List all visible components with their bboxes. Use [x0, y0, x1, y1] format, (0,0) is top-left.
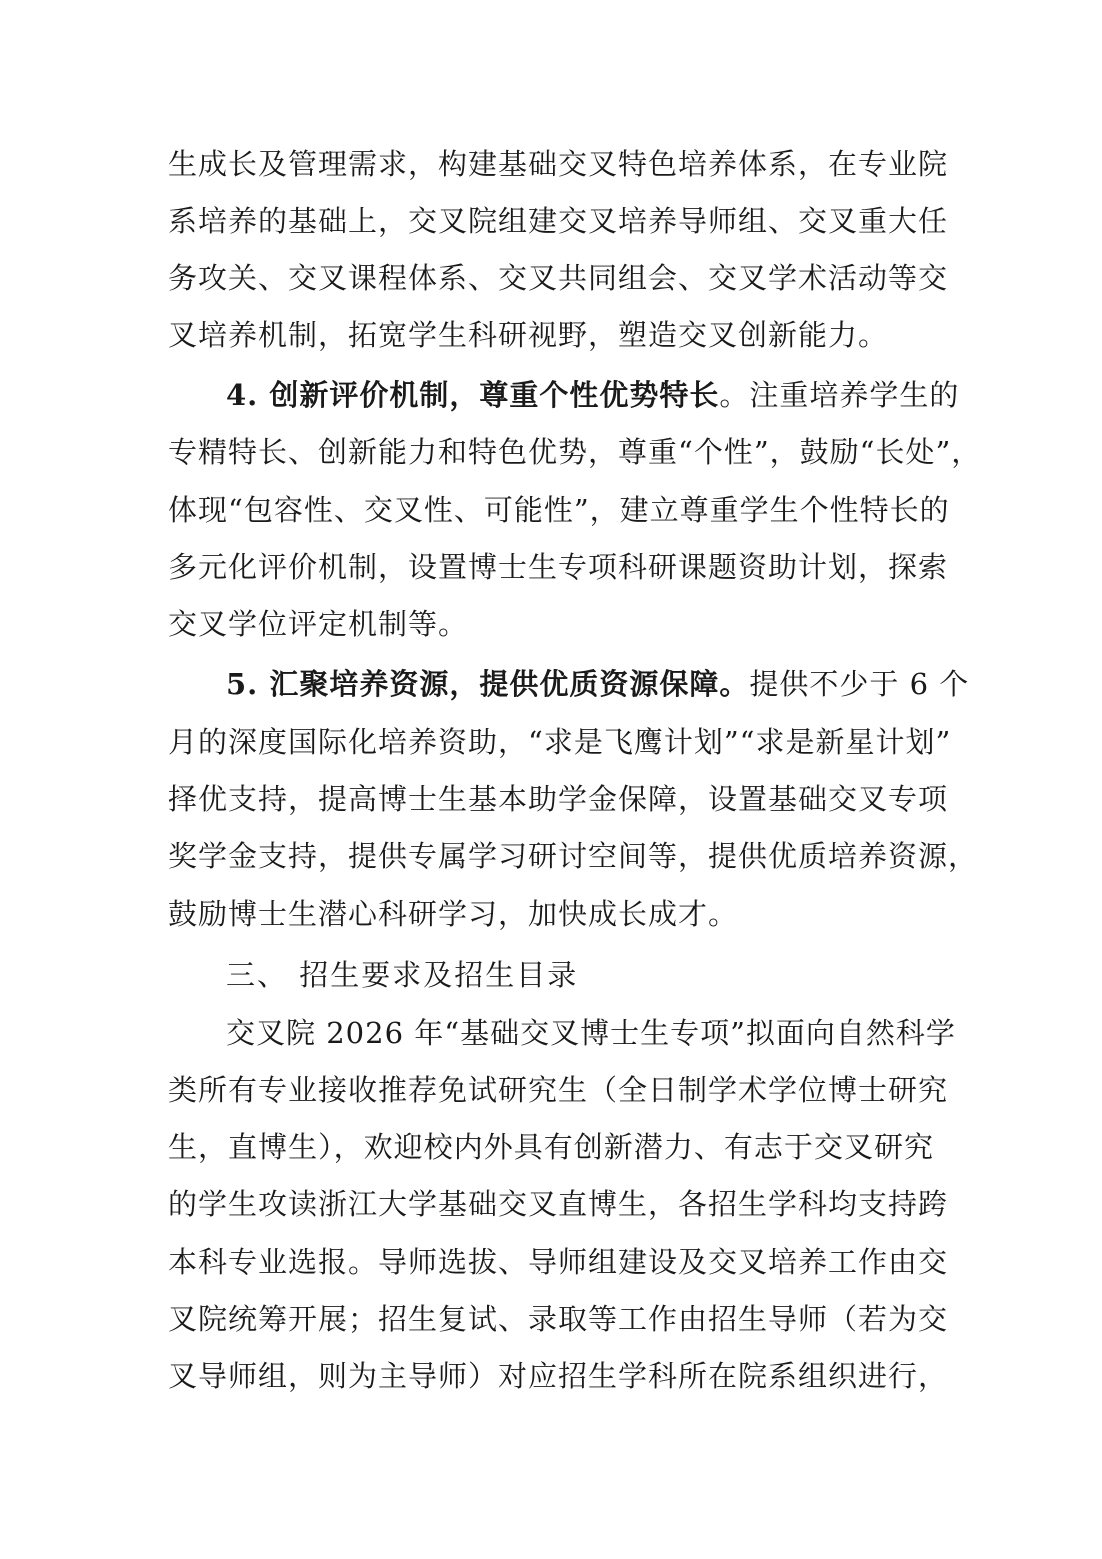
item-4-first-text: 。注重培养学生的: [719, 378, 960, 412]
paragraph-line: 生，直博生），欢迎校内外具有创新潜力、有志于交叉研究: [168, 1130, 934, 1164]
paragraph-line: 择优支持，提高博士生基本助学金保障，设置基础交叉专项: [168, 782, 949, 816]
item-4-first-line: [226, 375, 960, 415]
paragraph-line: 交叉学位评定机制等。: [168, 607, 469, 641]
item-4-heading: 4. 创新评价机制，尊重个性优势特长: [226, 378, 720, 412]
paragraph-line: 叉导师组，则为主导师）对应招生学科所在院系组织进行，: [168, 1359, 949, 1393]
item-5-first-text: 提供不少于 6 个: [749, 667, 970, 701]
paragraph-line: 月的深度国际化培养资助，“求是飞鹰计划”“求是新星计划”: [168, 725, 952, 759]
paragraph-line: 鼓励博士生潜心科研学习，加快成长成才。: [168, 897, 739, 931]
item-5-heading: 5. 汇聚培养资源，提供优质资源保障。: [226, 667, 750, 701]
paragraph-line: 奖学金支持，提供专属学习研讨空间等，提供优质培养资源，: [168, 839, 979, 873]
paragraph-line: 叉院统筹开展；招生复试、录取等工作由招生导师（若为交: [168, 1302, 949, 1336]
paragraph-line: 系培养的基础上，交叉院组建交叉培养导师组、交叉重大任: [168, 204, 949, 238]
paragraph-line: 生成长及管理需求，构建基础交叉特色培养体系，在专业院: [168, 147, 949, 181]
paragraph-line: 体现“包容性、交叉性、可能性”，建立尊重学生个性特长的: [168, 493, 950, 527]
paragraph-line: 专精特长、创新能力和特色优势，尊重“个性”，鼓励“长处”，: [168, 435, 982, 469]
section-heading: 三、 招生要求及招生目录: [226, 958, 579, 992]
paragraph-line: 多元化评价机制，设置博士生专项科研课题资助计划，探索: [168, 550, 949, 584]
paragraph-line: 交叉院 2026 年“基础交叉博士生专项”拟面向自然科学: [226, 1016, 956, 1050]
paragraph-line: 务攻关、交叉课程体系、交叉共同组会、交叉学术活动等交: [168, 261, 949, 295]
paragraph-line: 类所有专业接收推荐免试研究生（全日制学术学位博士研究: [168, 1073, 949, 1107]
paragraph-line: 本科专业选报。导师选拔、导师组建设及交叉培养工作由交: [168, 1245, 949, 1279]
paragraph-line: 的学生攻读浙江大学基础交叉直博生，各招生学科均支持跨: [168, 1187, 949, 1221]
item-5-first-line: [226, 664, 970, 704]
paragraph-line: 叉培养机制，拓宽学生科研视野，塑造交叉创新能力。: [168, 318, 889, 352]
